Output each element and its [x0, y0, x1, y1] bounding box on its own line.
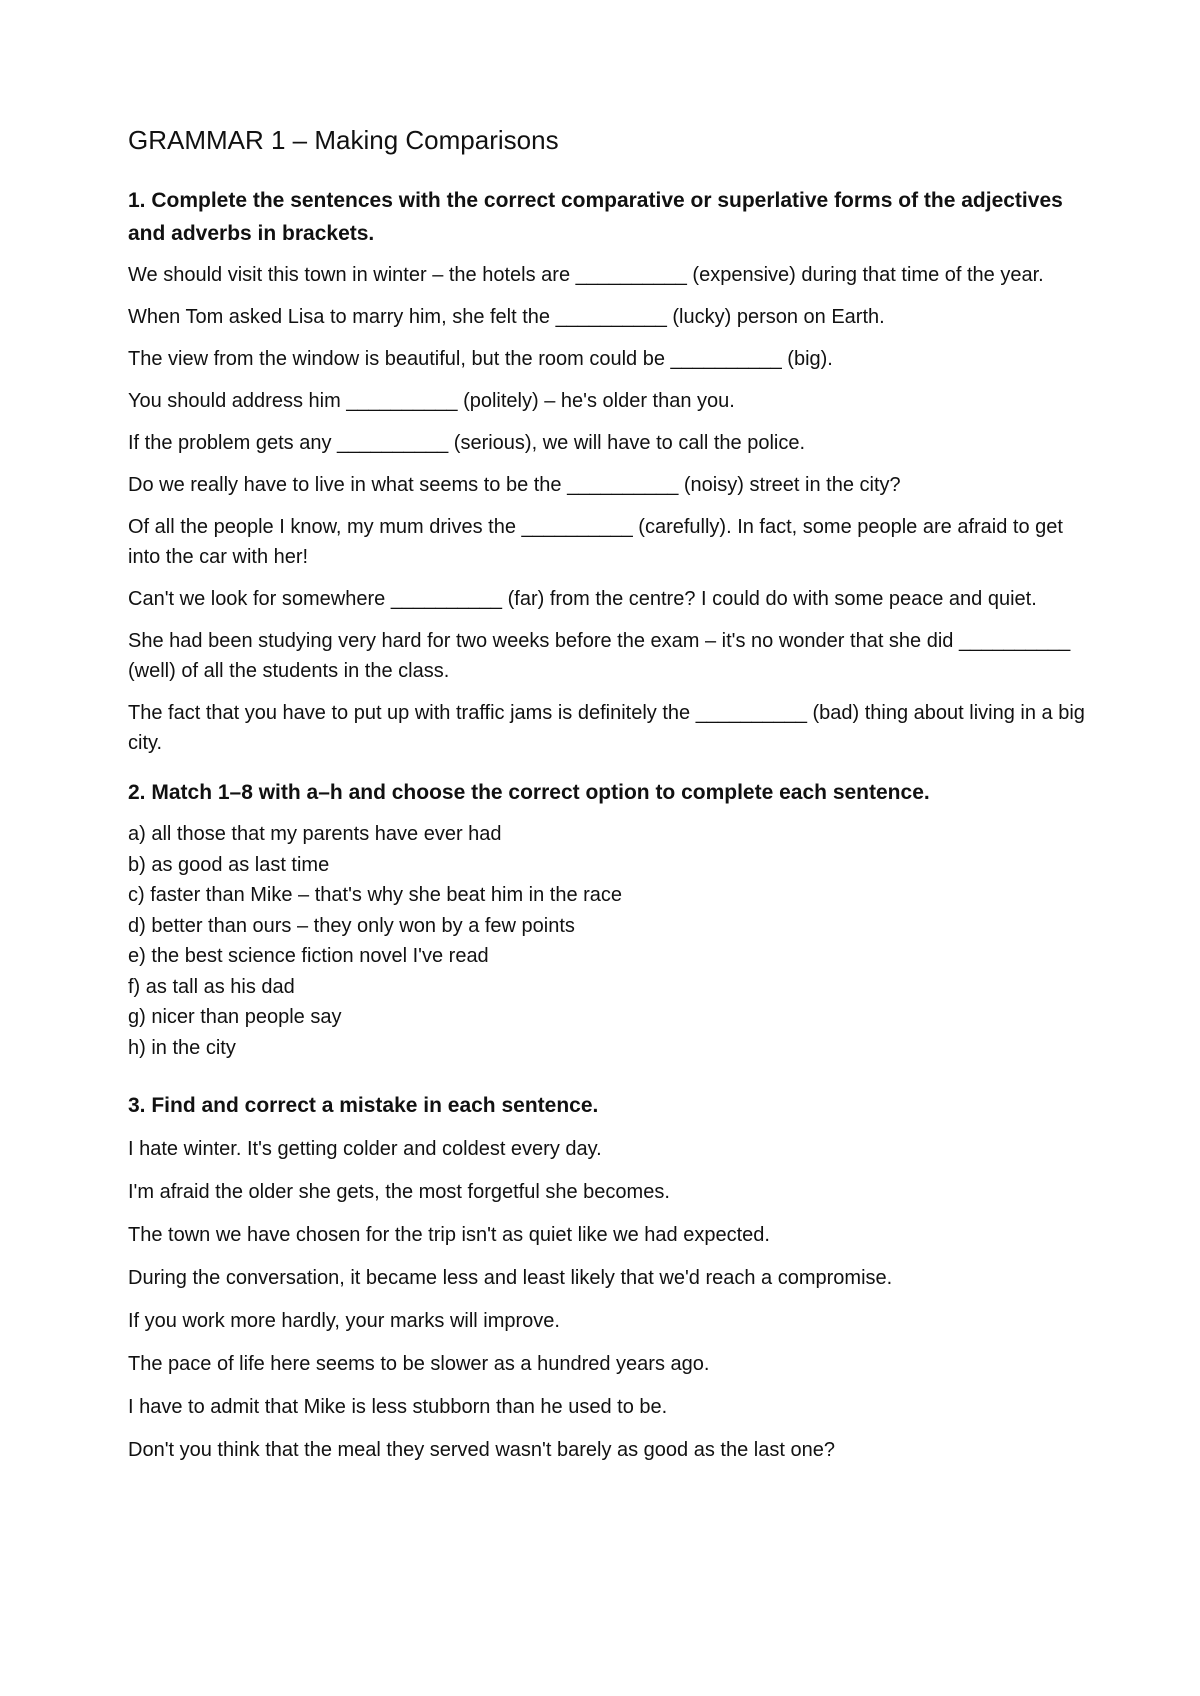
section-1: [128, 184, 1088, 758]
section-1-heading: 1. Complete the sentences with the correct comparative or superlative forms of the adjectives and adverbs in brackets.: [128, 189, 1063, 245]
sentence: When Tom asked Lisa to marry him, she felt the __________ (lucky) person on Earth.: [128, 306, 885, 328]
sentence: During the conversation, it became less and least likely that we'd reach a compromise.: [128, 1267, 893, 1289]
section-2-heading: 2. Match 1–8 with a–h and choose the correct option to complete each sentence.: [128, 781, 930, 804]
option-item: a) all those that my parents have ever had: [128, 823, 502, 845]
option-item: c) faster than Mike – that's why she beat him in the race: [128, 884, 623, 906]
sentence: I'm afraid the older she gets, the most forgetful she becomes.: [128, 1181, 670, 1203]
section-2: [128, 776, 1088, 1063]
sentence: The view from the window is beautiful, but the room could be __________ (big).: [128, 348, 833, 370]
sentence: I hate winter. It's getting colder and coldest every day.: [128, 1138, 602, 1160]
sentence: The town we have chosen for the trip isn't as quiet like we had expected.: [128, 1224, 770, 1246]
sentence: You should address him __________ (politely) – he's older than you.: [128, 390, 735, 412]
option-item: g) nicer than people say: [128, 1006, 342, 1028]
option-item: b) as good as last time: [128, 853, 330, 876]
section-3: [128, 1089, 1088, 1465]
sentence: The fact that you have to put up with traffic jams is definitely the __________ (bad) thing about living in a big city.: [128, 702, 1085, 754]
sentence: If you work more hardly, your marks will improve.: [128, 1310, 560, 1332]
worksheet-page: [128, 124, 1088, 1478]
option-item: d) better than ours – they only won by a few points: [128, 914, 575, 937]
sentence: If the problem gets any __________ (serious), we will have to call the police.: [128, 432, 806, 454]
option-item: f) as tall as his dad: [128, 975, 295, 998]
sentence: Can't we look for somewhere __________ (far) from the centre? I could do with some peace and quiet.: [128, 588, 1037, 610]
sentence: We should visit this town in winter – the hotels are __________ (expensive) during that time of the year.: [128, 264, 1044, 286]
sentence: She had been studying very hard for two weeks before the exam – it's no wonder that she did __________ (well) of all the students in the class.: [128, 630, 1071, 682]
option-item: e) the best science fiction novel I've read: [128, 945, 489, 967]
sentence: Don't you think that the meal they served wasn't barely as good as the last one?: [128, 1439, 835, 1461]
sentence: Do we really have to live in what seems to be the __________ (noisy) street in the city?: [128, 474, 901, 496]
sentence: The pace of life here seems to be slower as a hundred years ago.: [128, 1353, 710, 1375]
page-title: GRAMMAR 1 – Making Comparisons: [128, 125, 559, 155]
section-3-heading: 3. Find and correct a mistake in each sentence.: [128, 1094, 599, 1117]
sentence: I have to admit that Mike is less stubborn than he used to be.: [128, 1396, 668, 1418]
sentence: Of all the people I know, my mum drives the __________ (carefully). In fact, some people are afraid to get into the car with her!: [128, 516, 1063, 568]
option-item: h) in the city: [128, 1036, 236, 1059]
